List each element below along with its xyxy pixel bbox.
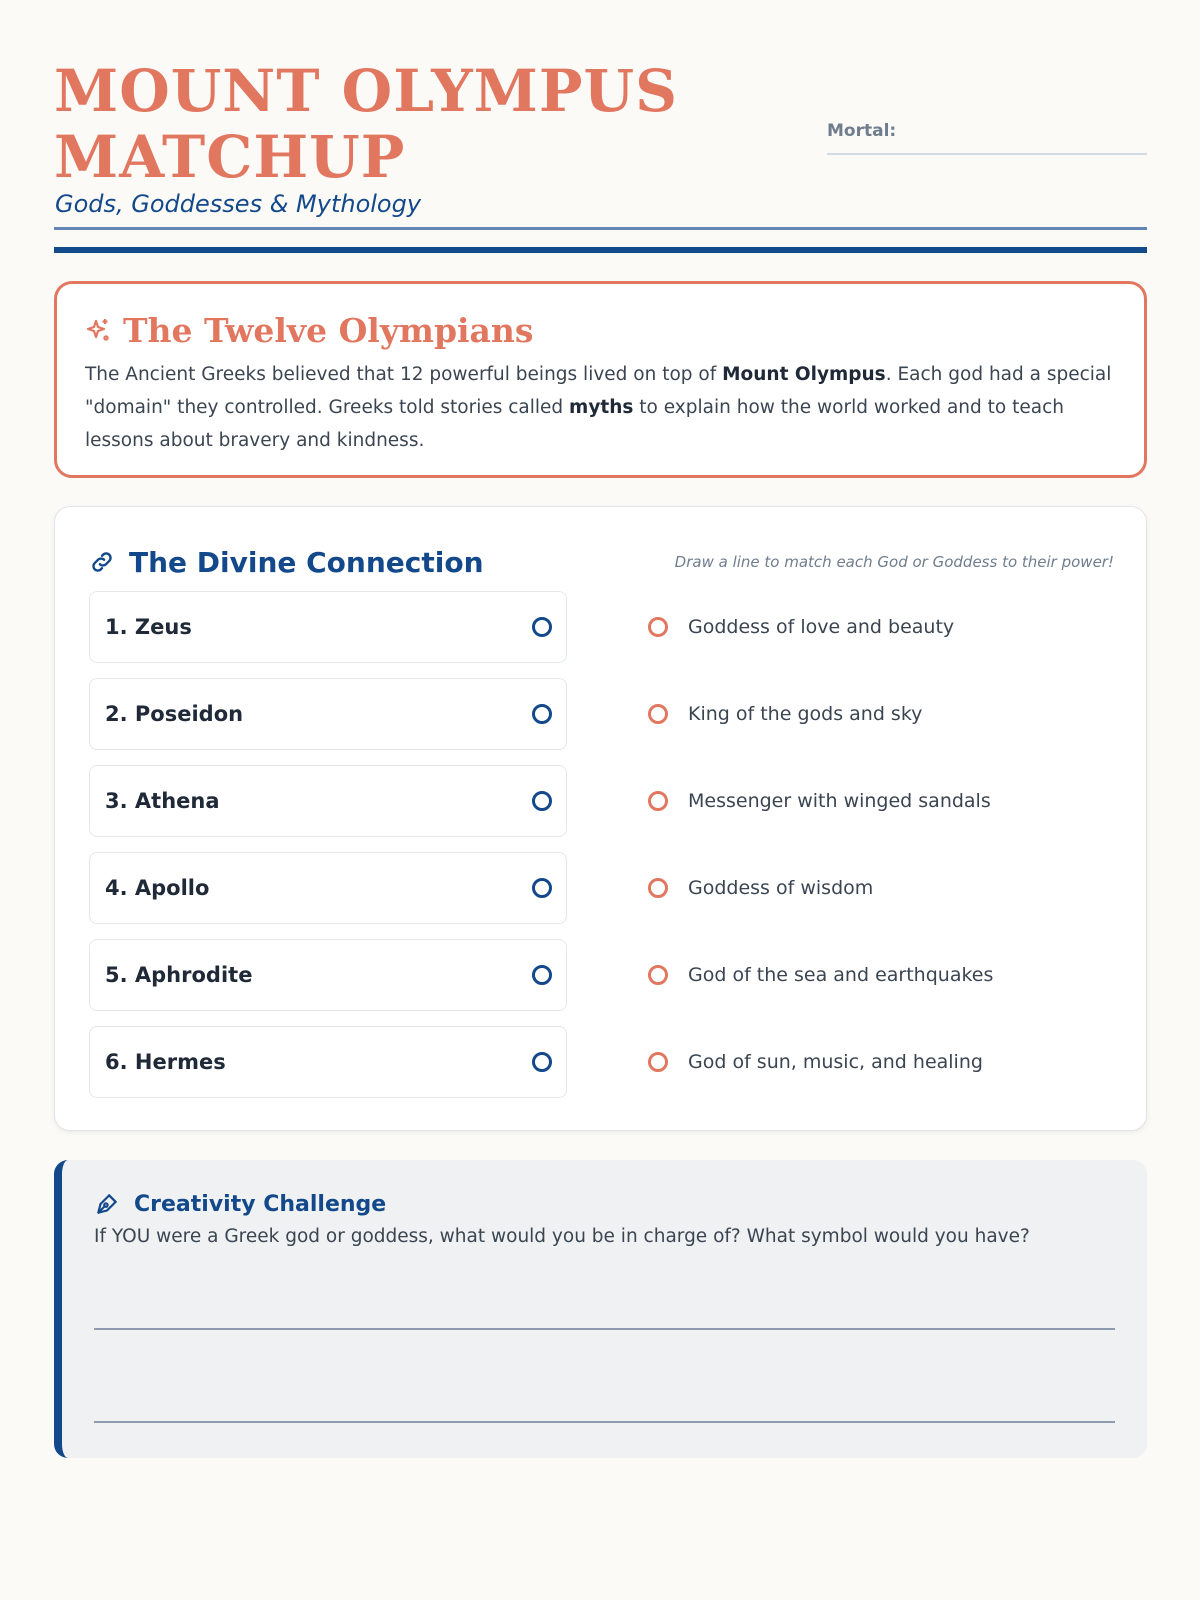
power-item — [648, 939, 1118, 1011]
link-icon — [89, 549, 115, 575]
worksheet-page — [54, 0, 1147, 1247]
god-name: 6. Hermes — [105, 1050, 226, 1074]
god-name: 4. Apollo — [105, 876, 210, 900]
match-dot-left[interactable] — [532, 617, 552, 637]
god-card-aphrodite — [89, 939, 567, 1011]
power-item — [648, 852, 1118, 924]
match-dot-left[interactable] — [532, 965, 552, 985]
match-dot-left[interactable] — [532, 878, 552, 898]
intro-text-part: to explain how the world worked and to teach lessons about bravery and kindness. — [85, 397, 1064, 451]
answer-line-1[interactable] — [94, 1328, 1115, 1330]
match-dot-right[interactable] — [648, 1052, 668, 1072]
matching-instructions: Draw a line to match each God or Goddess to their power! — [674, 553, 1114, 571]
challenge-prompt: If YOU were a Greek god or goddess, what would you be in charge of? What symbol would you have? — [94, 1226, 1030, 1247]
matching-heading — [89, 537, 1114, 587]
intro-text-part: . Each god had a special "domain" they controlled. Greeks told stories called — [85, 364, 1112, 418]
match-dot-right[interactable] — [648, 791, 668, 811]
god-card-zeus — [89, 591, 567, 663]
powers-column — [648, 591, 1118, 1113]
power-text: Goddess of love and beauty — [688, 616, 955, 638]
god-name: 3. Athena — [105, 789, 220, 813]
page-title: MOUNT OLYMPUS MATCHUP — [54, 57, 678, 191]
matching-title: The Divine Connection — [129, 545, 484, 579]
power-text: God of sun, music, and healing — [688, 1051, 983, 1073]
god-name: 2. Poseidon — [105, 702, 244, 726]
power-text: Goddess of wisdom — [688, 877, 874, 899]
match-dot-right[interactable] — [648, 704, 668, 724]
power-text: God of the sea and earthquakes — [688, 964, 994, 986]
god-card-hermes — [89, 1026, 567, 1098]
intro-text-part: The Ancient Greeks believed that 12 powerful beings lived on top of — [85, 364, 723, 385]
intro-heading — [85, 308, 1116, 352]
page-subtitle: Gods, Goddesses & Mythology — [55, 190, 422, 218]
match-dot-right[interactable] — [648, 617, 668, 637]
match-dot-right[interactable] — [648, 965, 668, 985]
matching-section — [54, 506, 1147, 1131]
power-item — [648, 678, 1118, 750]
intro-bold-mount-olympus: Mount Olympus — [722, 364, 886, 385]
match-dot-left[interactable] — [532, 791, 552, 811]
pen-icon — [94, 1191, 120, 1217]
god-name: 5. Aphrodite — [105, 963, 253, 987]
god-card-athena — [89, 765, 567, 837]
gods-column — [89, 591, 567, 1113]
intro-box — [54, 281, 1147, 478]
challenge-title: Creativity Challenge — [134, 1191, 387, 1217]
solid-divider — [54, 247, 1147, 253]
challenge-heading — [94, 1188, 386, 1220]
power-item — [648, 1026, 1118, 1098]
intro-bold-myths: myths — [569, 397, 634, 418]
god-card-apollo — [89, 852, 567, 924]
mortal-name-field[interactable] — [827, 121, 1147, 155]
sparkle-icon — [85, 317, 111, 343]
creativity-challenge-box — [54, 1160, 1147, 1458]
match-dot-left[interactable] — [532, 704, 552, 724]
intro-title: The Twelve Olympians — [123, 310, 534, 350]
worksheet-header — [54, 0, 1147, 256]
dashed-divider — [54, 227, 1147, 233]
power-text: King of the gods and sky — [688, 703, 923, 725]
intro-paragraph — [85, 358, 1116, 457]
power-text: Messenger with winged sandals — [688, 790, 991, 812]
god-name: 1. Zeus — [105, 615, 192, 639]
match-dot-left[interactable] — [532, 1052, 552, 1072]
power-item — [648, 765, 1118, 837]
god-card-poseidon — [89, 678, 567, 750]
mortal-label: Mortal: — [827, 121, 897, 141]
match-dot-right[interactable] — [648, 878, 668, 898]
answer-line-2[interactable] — [94, 1421, 1115, 1423]
power-item — [648, 591, 1118, 663]
